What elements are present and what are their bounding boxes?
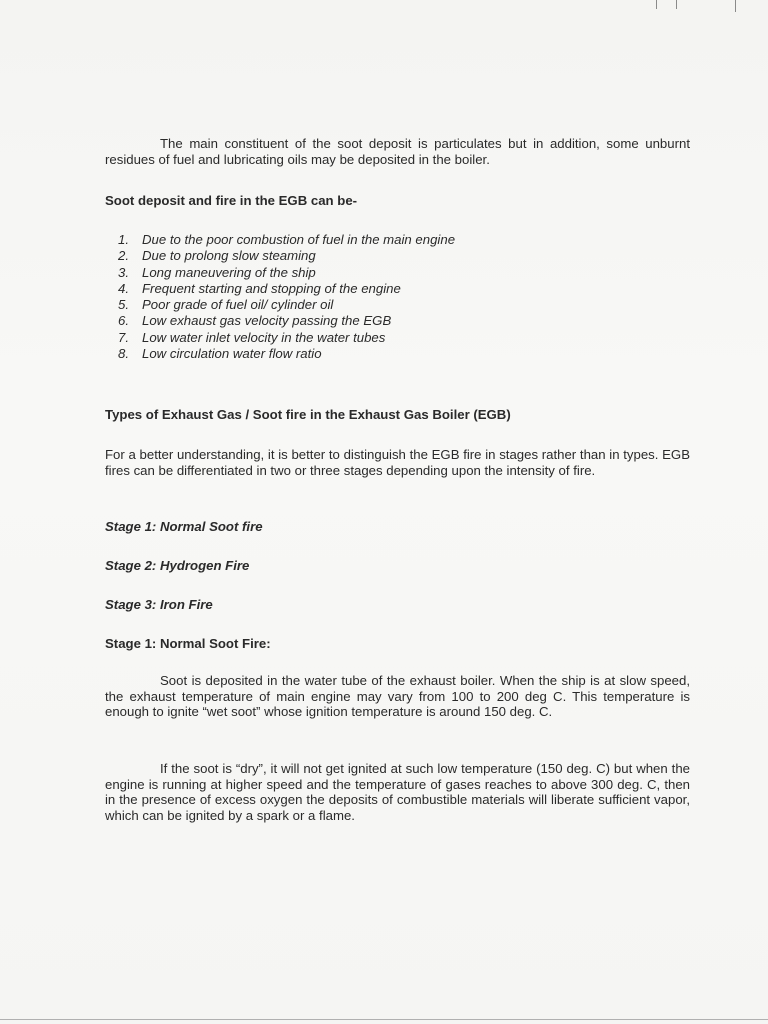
list-item — [118, 346, 455, 362]
list-item — [118, 248, 455, 264]
list-number: 5. — [118, 297, 129, 313]
stage1-label: Stage 1: Normal Soot fire — [105, 519, 263, 534]
list-item — [118, 313, 455, 329]
list-number: 7. — [118, 329, 129, 345]
scan-mark — [656, 0, 657, 9]
list-item — [118, 330, 455, 346]
causes-heading: Soot deposit and fire in the EGB can be- — [105, 193, 358, 208]
scan-mark — [735, 0, 736, 12]
list-item — [118, 281, 455, 297]
list-text: Due to the poor combustion of fuel in the main engine — [142, 232, 456, 247]
list-text: Due to prolong slow steaming — [142, 248, 316, 264]
list-item — [118, 265, 455, 281]
list-text: Low water inlet velocity in the water tubes — [142, 329, 386, 345]
list-text: Long maneuvering of the ship — [142, 264, 316, 280]
understanding-paragraph: For a better understanding, it is better to distinguish the EGB fire in stages rather than in types. EGB fires can be differentiated in two or three stages depending upon the intensity of fire. — [105, 447, 690, 478]
list-item — [118, 297, 455, 313]
causes-list — [118, 232, 455, 362]
list-number: 8. — [118, 346, 129, 362]
list-item — [118, 232, 455, 248]
list-number: 1. — [118, 232, 129, 247]
list-number: 2. — [118, 248, 129, 264]
list-number: 4. — [118, 280, 129, 296]
list-text: Low circulation water flow ratio — [142, 346, 322, 362]
stage1-paragraph-1: Soot is deposited in the water tube of the exhaust boiler. When the ship is at slow speed, the exhaust temperature of main engine may vary from 100 to 200 deg C. This temperature is enough to ignite “wet soot” whose ignition temperature is around 150 deg. C. — [105, 673, 690, 719]
stage1-detail-heading: Stage 1: Normal Soot Fire: — [105, 636, 271, 651]
intro-paragraph: The main constituent of the soot deposit is particulates but in addition, some unburnt residues of fuel and lubricating oils may be deposited in the boiler. — [105, 136, 690, 167]
stage2-label: Stage 2: Hydrogen Fire — [105, 558, 250, 573]
types-heading: Types of Exhaust Gas / Soot fire in the Exhaust Gas Boiler (EGB) — [105, 407, 511, 422]
list-number: 3. — [118, 264, 129, 280]
list-text: Frequent starting and stopping of the engine — [142, 280, 401, 296]
page-edge-line — [0, 1019, 768, 1020]
list-text: Low exhaust gas velocity passing the EGB — [142, 313, 392, 329]
scan-mark — [676, 0, 677, 9]
list-text: Poor grade of fuel oil/ cylinder oil — [142, 297, 334, 313]
stage1-paragraph-2: If the soot is “dry”, it will not get ignited at such low temperature (150 deg. C) but when the engine is running at higher speed and the temperature of gases reaches to above 300 deg. C, then in the presence of excess oxygen the deposits of combustible materials will liberate sufficient vapor, which can be ignited by a spark or a flame. — [105, 761, 690, 823]
list-number: 6. — [118, 313, 129, 329]
stage3-label: Stage 3: Iron Fire — [105, 597, 213, 612]
